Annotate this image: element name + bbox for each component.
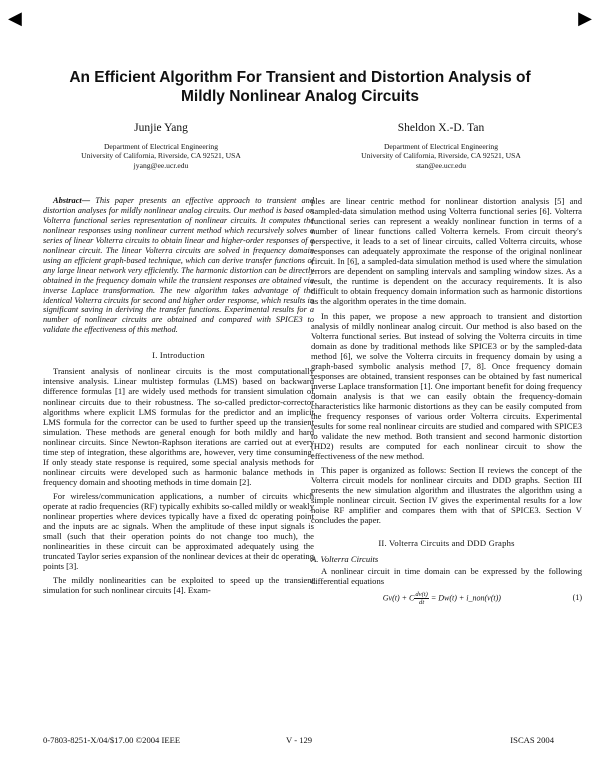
author-email: jyang@ee.ucr.edu [133, 160, 189, 170]
right-column [311, 196, 582, 606]
abstract-text: This paper presents an effective approach to transient and distortion analyses for mildly nonlinear analog circuits. Our method is based on Volterra functional series representation of nonlinear circuits. It computes the nonlinear responses using nonlinear current method which recursively solves a series of linear Volterra circuits to obtain linear and higher-order responses of a nonlinear circuit. The linear Volterra circuits are solved in frequency domain using an efficient graph-based technique, which can derive transfer functions of any large linear network very efficiently. The harmonic distortion can be directly obtained in the frequency domain while the transient responses are obtained via inverse Laplace transformation. The new algorithm takes advantage of the identical Volterra circuits for second and higher order response, which results in significant saving in deriving the transfer functions. Experimental results for a number of nonlinear circuits are obtained and compared with SPICE3 to validate the effectiveness of this method. [43, 196, 314, 335]
footer-conference: ISCAS 2004 [510, 735, 554, 745]
equation-1 [311, 591, 582, 606]
fraction-denominator: dt [419, 598, 425, 606]
paper-title [40, 68, 560, 106]
section-heading-volterra: II. Volterra Circuits and DDD Graphs [378, 537, 515, 548]
footer-copyright: 0-7803-8251-X/04/$17.00 ©2004 IEEE [43, 735, 181, 745]
author-email: stan@ee.ucr.edu [415, 160, 466, 170]
author-department: Department of Electrical Engineering [383, 142, 499, 151]
author-block-2 [301, 122, 581, 170]
equation-expression [311, 591, 573, 606]
title-line-2: Mildly Nonlinear Analog Circuits [181, 88, 419, 105]
paragraph: A nonlinear circuit in time domain can be expressed by the following differential equations [311, 565, 582, 586]
author-name: Junjie Yang [134, 122, 188, 134]
subsection-heading: A. Volterra Circuits [311, 553, 379, 564]
next-page-arrow-icon[interactable]: ▶ [578, 8, 592, 29]
author-university: University of California, Riverside, CA 92521, USA [81, 151, 241, 161]
fraction-numerator: dv(t) [415, 590, 428, 598]
author-name: Sheldon X.-D. Tan [397, 122, 485, 134]
paragraph: The mildly nonlinearities can be exploited to speed up the transient simulation for such nonlinear circuits [4]. Exam- [43, 575, 314, 596]
equation-fraction [414, 591, 428, 606]
paragraph: In this paper, we propose a new approach to transient and distortion analysis of mildly nonlinear analog circuit. Our method is also based on the Volterra functional series. But instead of solving the Volterra circuits in time domain as done by traditional methods like SPICE3 or by the sampled-data method [6], we solve the Volterra circuits in frequency domain by using a graph-based symbolic analysis method [7, 8]. Once frequency domain responses are obtained, transient responses can be obtained by fast numerical inverse Laplace transformation [1]. One important benefit for doing frequency domain analysis is that we can easily obtain the frequency-domain characteristics like harmonic distortions as they can be easily computed from the frequency responses of various order Volterra circuits. Experimental results for some real nonlinear circuits are studied and compared with SPICE3 to validate the new method. Both transient and second harmonic distortion (HD2) results are computed for each nonlinear circuit to show the effectiveness of the new method. [311, 310, 582, 462]
paragraph: For wireless/communication applications, a number of circuits which operate at radio frequencies (RF) typically exhibits so-called mildly or weakly nonlinear properties where devices typically have a fixed dc operating point and the inputs are ac signals. When the amplitude of these input signals is small (such that their operation points do not change too much), the nonlinearities in these circuit can be approximated adequately using the truncated Taylor series expansion of the nonlinear devices at their dc operating points [3]. [43, 490, 314, 572]
author-block-1 [21, 122, 301, 170]
abstract [43, 196, 314, 335]
author-department: Department of Electrical Engineering [103, 142, 219, 151]
section-heading-introduction: I. Introduction [152, 350, 205, 361]
left-column [43, 196, 314, 595]
equation-number: (1) [572, 593, 582, 603]
equation-lhs: Gv(t) + C [382, 593, 415, 603]
footer-page-number: V - 129 [286, 735, 313, 745]
paragraph: This paper is organized as follows: Section II reviews the concept of the Volterra circuit models for nonlinear circuits and DDD graphs. Section III presents the new simulation algorithm and illustrates the algorithm using a simple nonlinear circuit. Section IV gives the experimental results for a low noise RF amplifier and compares them with that of SPICE3. Section V concludes the paper. [311, 465, 582, 526]
abstract-label: Abstract— [53, 196, 91, 205]
title-line-1: An Efficient Algorithm For Transient and Distortion Analysis of [69, 69, 531, 86]
previous-page-arrow-icon[interactable]: ◀ [8, 8, 22, 29]
author-university: University of California, Riverside, CA 92521, USA [361, 151, 521, 161]
equation-rhs: = Dw(t) + i_non(v(t)) [430, 593, 501, 603]
paragraph: ples are linear centric method for nonlinear distortion analysis [5] and sampled-data simulation method using Volterra functional series [6]. Volterra functional series can represent a weakly nonlinear function in terms of a number of linear functions called Volterra kernels. From circuit theory's perspective, it leads to a set of linear circuits, called Volterra circuits, whose responses can adequately approximate the response of the original nonlinear circuit. In [6], a sampled-data simulation method is used where the simulation errors are dependent on sampling intervals and sampling window sizes. As a result, the runtime is dependent on the accuracy requirements. It is also difficult to obtain frequency domain information such as harmonic distortions as the algorithm operates in the time domain. [311, 196, 582, 307]
paragraph: Transient analysis of nonlinear circuits is the most computationally intensive analysis. Linear multistep formulas (LMS) based on backward difference formulas [1] are widely used methods for transient simulation of nonlinear circuits due to their robustness. The so-called predictor-corrector algorithms where explicit LMS formulas for the predictor and an implicit LMS formula for the corrector can be used to further speed up the transient simulation. These methods are general enough for both mildly and hard nonlinear circuits. Since Newton-Raphson iterations are carried out at every time step of integration, these algorithms are, however, very time consuming. If only steady state response is required, some special analysis methods for nonlinear circuits were developed such as harmonic balance methods in frequency domain and shooting methods in time domain [2]. [43, 366, 314, 487]
